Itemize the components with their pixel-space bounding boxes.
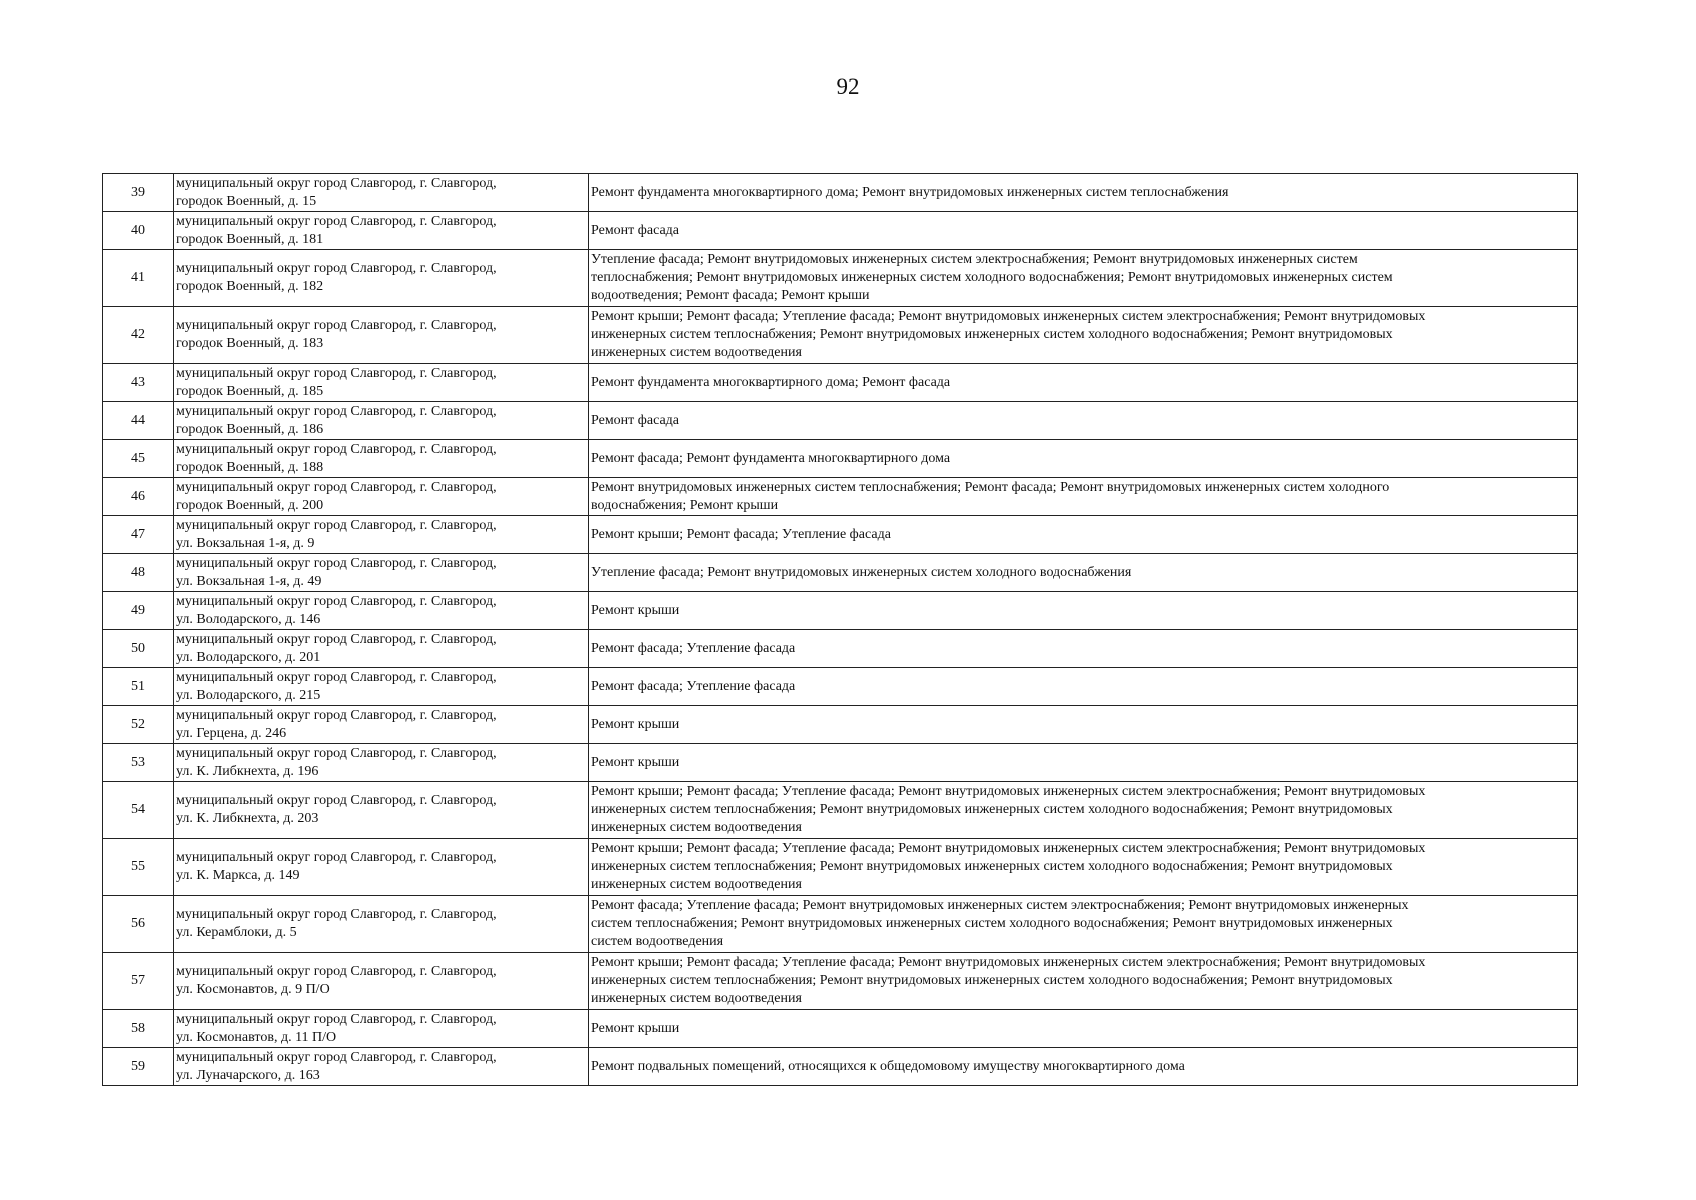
address-line-1: муниципальный округ город Славгород, г. Славгород, [176, 403, 497, 419]
works-line: инженерных систем теплоснабжения; Ремонт внутридомовых инженерных систем холодного водоснабжения; Ремонт внутридомовых [591, 859, 1393, 874]
works-line: Ремонт фундамента многоквартирного дома; Ремонт внутридомовых инженерных систем теплоснабжения [591, 184, 1229, 200]
address-cell [174, 782, 589, 839]
address-cell [174, 174, 589, 212]
address-line-1: муниципальный округ город Славгород, г. Славгород, [176, 479, 497, 495]
works-line: систем теплоснабжения; Ремонт внутридомовых инженерных систем холодного водоснабжения; Ремонт внутридомовых инженерных [591, 916, 1393, 931]
row-number: 53 [103, 744, 174, 782]
address-cell [174, 839, 589, 896]
table-row [103, 364, 1578, 402]
table-row [103, 212, 1578, 250]
address-line-2: городок Военный, д. 186 [176, 421, 324, 437]
row-number: 44 [103, 402, 174, 440]
works-cell [589, 896, 1578, 953]
address-line-2: ул. Вокзальная 1-я, д. 9 [176, 535, 315, 551]
table-row [103, 744, 1578, 782]
works-line: Ремонт фасада [591, 222, 680, 238]
works-line: Ремонт фасада; Утепление фасада [591, 640, 796, 656]
row-number: 50 [103, 630, 174, 668]
page-number: 92 [836, 74, 860, 99]
works-line: Ремонт фундамента многоквартирного дома; Ремонт фасада [591, 374, 951, 390]
address-line-2: ул. Володарского, д. 146 [176, 611, 321, 627]
works-cell [589, 953, 1578, 1010]
table-row [103, 1010, 1578, 1048]
works-line: инженерных систем теплоснабжения; Ремонт внутридомовых инженерных систем холодного водоснабжения; Ремонт внутридомовых [591, 327, 1393, 342]
address-line-2: ул. Герцена, д. 246 [176, 725, 287, 741]
works-cell [589, 592, 1578, 630]
address-line-2: ул. Вокзальная 1-я, д. 49 [176, 573, 322, 589]
address-line-1: муниципальный округ город Славгород, г. Славгород, [176, 517, 497, 533]
works-line: теплоснабжения; Ремонт внутридомовых инженерных систем холодного водоснабжения; Ремонт внутридомовых инженерных систем [591, 270, 1393, 285]
row-number: 42 [103, 307, 174, 364]
row-number: 40 [103, 212, 174, 250]
works-cell [589, 307, 1578, 364]
works-cell [589, 554, 1578, 592]
address-line-2: ул. Володарского, д. 201 [176, 649, 321, 665]
address-line-2: городок Военный, д. 183 [176, 336, 324, 351]
address-line-2: ул. Луначарского, д. 163 [176, 1067, 320, 1083]
address-line-1: муниципальный округ город Славгород, г. Славгород, [176, 318, 497, 333]
works-line: Ремонт крыши; Ремонт фасада; Утепление фасада; Ремонт внутридомовых инженерных систем электроснабжения; Ремонт внутридомовых [591, 784, 1426, 799]
address-line-2: ул. К. Либкнехта, д. 203 [176, 811, 319, 826]
row-number: 39 [103, 174, 174, 212]
works-line: водоснабжения; Ремонт крыши [591, 497, 779, 513]
works-line: Ремонт крыши [591, 716, 680, 732]
address-line-1: муниципальный округ город Славгород, г. Славгород, [176, 1011, 497, 1027]
address-cell [174, 478, 589, 516]
works-line: Утепление фасада; Ремонт внутридомовых инженерных систем холодного водоснабжения [591, 564, 1132, 580]
works-line: инженерных систем водоотведения [591, 345, 802, 360]
works-cell [589, 440, 1578, 478]
address-line-2: городок Военный, д. 182 [176, 279, 324, 294]
address-line-1: муниципальный округ город Славгород, г. Славгород, [176, 593, 497, 609]
row-number: 47 [103, 516, 174, 554]
row-number: 49 [103, 592, 174, 630]
table-body [103, 174, 1578, 1086]
address-cell [174, 516, 589, 554]
address-line-1: муниципальный округ город Славгород, г. Славгород, [176, 1049, 497, 1065]
address-cell [174, 554, 589, 592]
row-number: 41 [103, 250, 174, 307]
works-cell [589, 1010, 1578, 1048]
works-line: Ремонт фасада [591, 412, 680, 428]
address-line-2: городок Военный, д. 181 [176, 231, 324, 247]
works-cell [589, 250, 1578, 307]
table-row [103, 174, 1578, 212]
address-line-2: ул. Володарского, д. 215 [176, 687, 321, 703]
works-cell [589, 630, 1578, 668]
row-number: 58 [103, 1010, 174, 1048]
address-cell [174, 706, 589, 744]
address-line-1: муниципальный округ город Славгород, г. Славгород, [176, 555, 497, 571]
works-line: инженерных систем теплоснабжения; Ремонт внутридомовых инженерных систем холодного водоснабжения; Ремонт внутридомовых [591, 973, 1393, 988]
address-cell [174, 364, 589, 402]
address-line-1: муниципальный округ город Славгород, г. Славгород, [176, 850, 497, 865]
works-line: инженерных систем водоотведения [591, 820, 802, 835]
address-line-2: ул. К. Маркса, д. 149 [176, 868, 300, 883]
works-line: водоотведения; Ремонт фасада; Ремонт крыши [591, 288, 870, 303]
row-number: 59 [103, 1048, 174, 1086]
address-line-1: муниципальный округ город Славгород, г. Славгород, [176, 707, 497, 723]
works-line: Ремонт крыши; Ремонт фасада; Утепление фасада; Ремонт внутридомовых инженерных систем электроснабжения; Ремонт внутридомовых [591, 309, 1426, 324]
row-number: 56 [103, 896, 174, 953]
works-cell [589, 706, 1578, 744]
address-line-1: муниципальный округ город Славгород, г. Славгород, [176, 964, 497, 979]
table-row [103, 896, 1578, 953]
address-cell [174, 212, 589, 250]
table-row [103, 592, 1578, 630]
address-line-1: муниципальный округ город Славгород, г. Славгород, [176, 365, 497, 381]
address-line-1: муниципальный округ город Славгород, г. Славгород, [176, 175, 497, 191]
table-row [103, 839, 1578, 896]
table-row [103, 630, 1578, 668]
address-line-2: городок Военный, д. 15 [176, 193, 317, 209]
works-line: систем водоотведения [591, 934, 724, 949]
works-line: Утепление фасада; Ремонт внутридомовых инженерных систем электроснабжения; Ремонт внутридомовых инженерных систем [591, 252, 1358, 267]
works-line: Ремонт крыши; Ремонт фасада; Утепление фасада [591, 526, 891, 542]
works-cell [589, 744, 1578, 782]
works-cell [589, 174, 1578, 212]
works-line: Ремонт крыши [591, 754, 680, 770]
address-line-1: муниципальный округ город Славгород, г. Славгород, [176, 793, 497, 808]
row-number: 55 [103, 839, 174, 896]
address-line-1: муниципальный округ город Славгород, г. Славгород, [176, 213, 497, 229]
address-cell [174, 744, 589, 782]
works-line: Ремонт крыши [591, 1020, 680, 1036]
address-line-1: муниципальный округ город Славгород, г. Славгород, [176, 441, 497, 457]
table-row [103, 478, 1578, 516]
table-row [103, 953, 1578, 1010]
address-line-2: ул. Космонавтов, д. 9 П/О [176, 982, 330, 997]
address-cell [174, 402, 589, 440]
table-row [103, 706, 1578, 744]
address-line-1: муниципальный округ город Славгород, г. Славгород, [176, 669, 497, 685]
table-row [103, 516, 1578, 554]
works-line: Ремонт крыши; Ремонт фасада; Утепление фасада; Ремонт внутридомовых инженерных систем электроснабжения; Ремонт внутридомовых [591, 955, 1426, 970]
works-cell [589, 782, 1578, 839]
works-table [102, 173, 1578, 1086]
works-cell [589, 668, 1578, 706]
address-line-1: муниципальный округ город Славгород, г. Славгород, [176, 745, 497, 761]
address-cell [174, 1010, 589, 1048]
address-cell [174, 896, 589, 953]
table-row [103, 668, 1578, 706]
address-line-2: ул. К. Либкнехта, д. 196 [176, 763, 319, 779]
address-cell [174, 440, 589, 478]
row-number: 43 [103, 364, 174, 402]
row-number: 48 [103, 554, 174, 592]
table-row [103, 440, 1578, 478]
address-line-2: городок Военный, д. 200 [176, 497, 324, 513]
works-line: Ремонт внутридомовых инженерных систем теплоснабжения; Ремонт фасада; Ремонт внутридомовых инженерных систем холодного [591, 479, 1390, 495]
works-cell [589, 364, 1578, 402]
works-line: Ремонт фасада; Утепление фасада [591, 678, 796, 694]
address-cell [174, 250, 589, 307]
address-cell [174, 307, 589, 364]
works-line: Ремонт фасада; Ремонт фундамента многоквартирного дома [591, 450, 951, 466]
address-cell [174, 630, 589, 668]
address-cell [174, 668, 589, 706]
table-row [103, 250, 1578, 307]
address-line-2: ул. Космонавтов, д. 11 П/О [176, 1029, 337, 1045]
works-line: Ремонт подвальных помещений, относящихся к общедомовому имуществу многоквартирного дома [591, 1058, 1185, 1074]
works-line: Ремонт крыши [591, 602, 680, 618]
row-number: 57 [103, 953, 174, 1010]
address-line-1: муниципальный округ город Славгород, г. Славгород, [176, 907, 497, 922]
row-number: 54 [103, 782, 174, 839]
works-line: инженерных систем водоотведения [591, 877, 802, 892]
works-cell [589, 402, 1578, 440]
works-cell [589, 1048, 1578, 1086]
table-row [103, 1048, 1578, 1086]
table-row [103, 402, 1578, 440]
table-row [103, 782, 1578, 839]
address-line-2: ул. Керамблоки, д. 5 [176, 925, 297, 940]
address-line-1: муниципальный округ город Славгород, г. Славгород, [176, 631, 497, 647]
works-line: инженерных систем теплоснабжения; Ремонт внутридомовых инженерных систем холодного водоснабжения; Ремонт внутридомовых [591, 802, 1393, 817]
works-cell [589, 516, 1578, 554]
works-cell [589, 478, 1578, 516]
table-row [103, 307, 1578, 364]
row-number: 51 [103, 668, 174, 706]
works-line: Ремонт крыши; Ремонт фасада; Утепление фасада; Ремонт внутридомовых инженерных систем электроснабжения; Ремонт внутридомовых [591, 841, 1426, 856]
address-cell [174, 1048, 589, 1086]
table-row [103, 554, 1578, 592]
address-line-2: городок Военный, д. 185 [176, 383, 324, 399]
address-cell [174, 953, 589, 1010]
address-cell [174, 592, 589, 630]
works-line: Ремонт фасада; Утепление фасада; Ремонт внутридомовых инженерных систем электроснабжения; Ремонт внутридомовых инженерных [591, 898, 1409, 913]
works-cell [589, 839, 1578, 896]
row-number: 45 [103, 440, 174, 478]
works-line: инженерных систем водоотведения [591, 991, 802, 1006]
address-line-2: городок Военный, д. 188 [176, 459, 324, 475]
row-number: 52 [103, 706, 174, 744]
address-line-1: муниципальный округ город Славгород, г. Славгород, [176, 261, 497, 276]
row-number: 46 [103, 478, 174, 516]
works-cell [589, 212, 1578, 250]
